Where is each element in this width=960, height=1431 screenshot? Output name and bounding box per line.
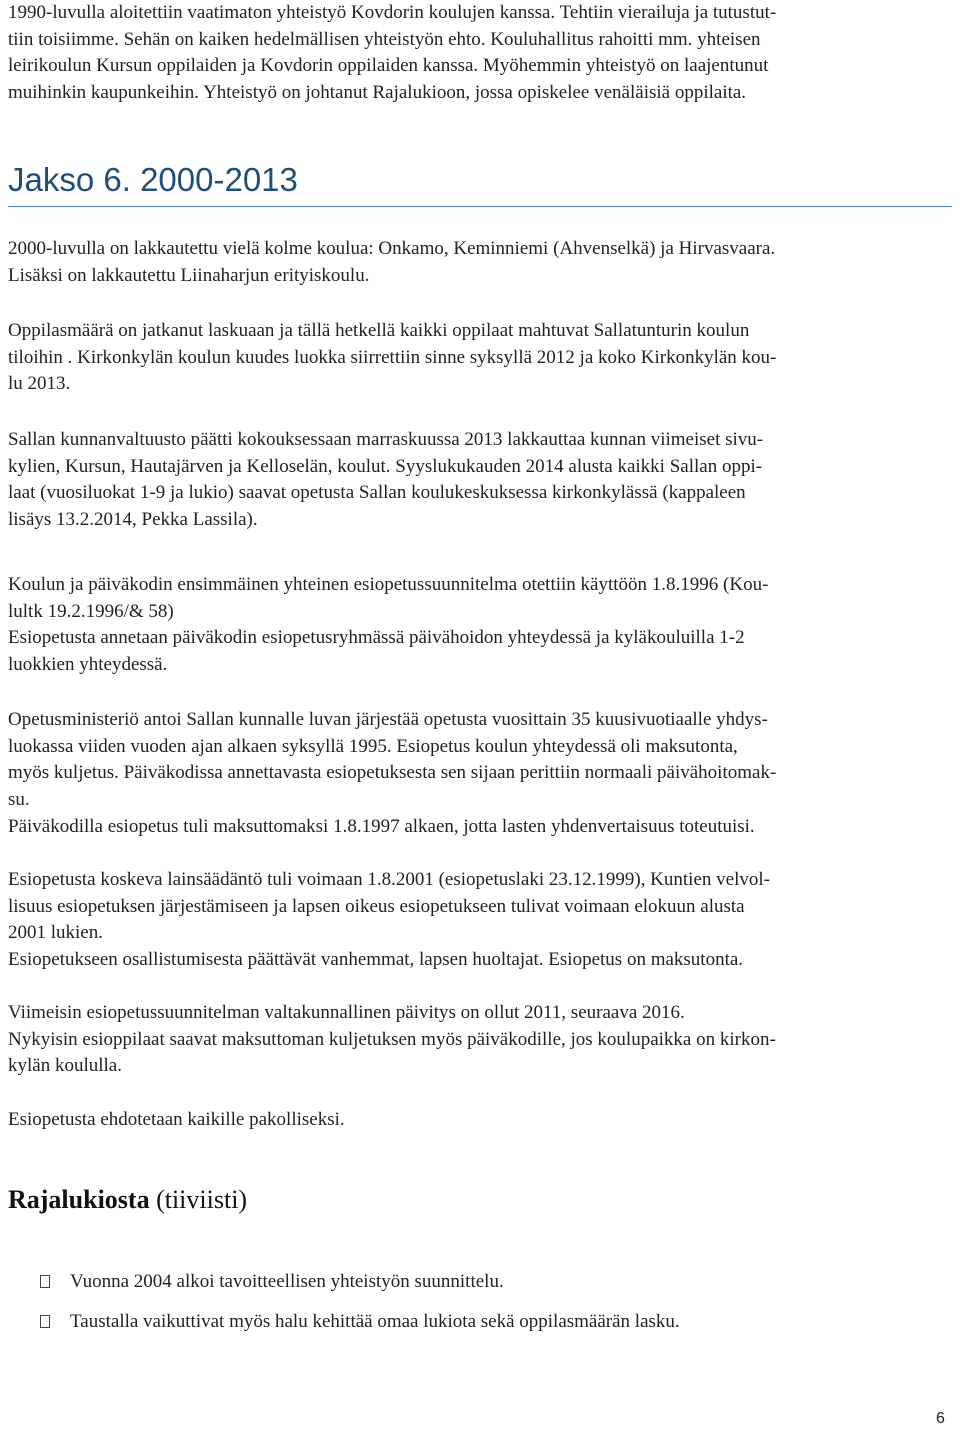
rajalukio-heading-bold: Rajalukiosta — [8, 1185, 150, 1214]
list-item — [44, 1269, 504, 1295]
text-line: Oppilasmäärä on jatkanut laskuaan ja tällä hetkellä kaikki oppilaat mahtuvat Sallatunturin koulun — [8, 320, 750, 341]
bullet-box-icon — [40, 1315, 50, 1328]
text-line: Viimeisin esiopetussuunnitelman valtakunnallinen päivitys on ollut 2011, seuraava 2016. — [8, 1002, 685, 1023]
intro-paragraph — [8, 0, 952, 107]
text-line: laat (vuosiluokat 1-9 ja lukio) saavat opetusta Sallan koulukeskuksessa kirkonkylässä (kappaleen — [8, 482, 746, 504]
page-number: 6 — [936, 1410, 945, 1427]
text-line: lu 2013. — [8, 373, 71, 395]
text-line: Päiväkodilla esiopetus tuli maksuttomaksi 1.8.1997 alkaen, jotta lasten yhdenvertaisuus toteutuisi. — [8, 815, 755, 837]
paragraph-ministry-permit — [8, 707, 952, 841]
list-item-text: Taustalla vaikuttivat myös halu kehittää omaa lukiota sekä oppilasmäärän lasku. — [70, 1311, 680, 1332]
text-line: Sallan kunnanvaltuusto päätti kokouksessaan marraskuussa 2013 lakkauttaa kunnan viimeiset sivu- — [8, 429, 764, 450]
text-line: Lisäksi on lakkautettu Liinaharjun erityiskoulu. — [8, 264, 370, 286]
text-line: lisäys 13.2.2014, Pekka Lassila). — [8, 509, 258, 531]
text-line: Esiopetusta koskeva lainsäädäntö tuli voimaan 1.8.2001 (esiopetuslaki 23.12.1999), Kuntien velvol- — [8, 869, 770, 890]
text-line: kylän koululla. — [8, 1055, 122, 1077]
text-line: luokkien yhteydessä. — [8, 654, 168, 676]
text-line: 1990-luvulla aloitettiin vaatimaton yhteistyö Kovdorin koulujen kanssa. Tehtiin vierailuja ja tutustut- — [8, 2, 777, 23]
list-item — [44, 1309, 680, 1335]
text-line: tiloihin . Kirkonkylän koulun kuudes luokka siirrettiin sinne syksyllä 2012 ja koko Kirkonkylän kou- — [8, 346, 777, 368]
list-item-text: Vuonna 2004 alkoi tavoitteellisen yhteistyön suunnittelu. — [70, 1271, 504, 1292]
text-line: luokassa viiden vuoden ajan alkaen syksyllä 1995. Esiopetus koulun yhteydessä oli maksutonta, — [8, 735, 738, 757]
text-line: su. — [8, 789, 30, 811]
text-line: Esiopetusta annetaan päiväkodin esiopetusryhmässä päivähoidon yhteydessä ja kyläkouluilla 1-2 — [8, 627, 745, 649]
paragraph-council-decision — [8, 427, 952, 534]
paragraph-closed-schools — [8, 236, 952, 289]
text-line: myös kuljetus. Päiväkodissa annettavasta esiopetuksesta sen sijaan perittiin normaali päivähoitomak- — [8, 762, 777, 784]
bullet-box-icon — [40, 1275, 50, 1288]
text-line: Koulun ja päiväkodin ensimmäinen yhteinen esiopetussuunnitelma otettiin käyttöön 1.8.1996 (Kou- — [8, 574, 769, 595]
text-line: lisuus esiopetuksen järjestämiseen ja lapsen oikeus esiopetukseen tulivat voimaan elokuun alusta — [8, 895, 745, 917]
paragraph-legislation — [8, 867, 952, 974]
rajalukio-heading — [8, 1184, 247, 1216]
paragraph-pupil-count — [8, 318, 952, 398]
text-line: kylien, Kursun, Hautajärven ja Kelloselän, koulut. Syyslukukauden 2014 alusta kaikki Sallan oppi- — [8, 455, 763, 477]
text-line: 2000-luvulla on lakkautettu vielä kolme koulua: Onkamo, Keminniemi (Ahvenselkä) ja Hirvasvaara. — [8, 238, 776, 259]
rajalukio-heading-rest: (tiiviisti) — [149, 1185, 248, 1214]
text-line: muihinkin kaupunkeihin. Yhteistyö on johtanut Rajalukioon, jossa opiskelee venäläisiä oppilaita. — [8, 82, 747, 104]
paragraph-curriculum-update — [8, 1000, 952, 1080]
text-line: Esiopetusta ehdotetaan kaikille pakolliseksi. — [8, 1109, 345, 1130]
text-line: leirikoulun Kursun oppilaiden ja Kovdorin oppilaiden kanssa. Myöhemmin yhteistyö on laajentunut — [8, 55, 769, 77]
section-heading: Jakso 6. 2000-2013 — [8, 160, 952, 207]
text-line: 2001 lukien. — [8, 922, 103, 944]
text-line: Opetusministeriö antoi Sallan kunnalle luvan järjestää opetusta vuosittain 35 kuusivuotiaalle yhdys- — [8, 709, 768, 730]
text-line: lultk 19.2.1996/& 58) — [8, 600, 174, 622]
text-line: tiin toisiimme. Sehän on kaiken hedelmällisen yhteistyön ehto. Kouluhallitus rahoitti mm. yhteisen — [8, 28, 761, 50]
text-line: Nykyisin esioppilaat saavat maksuttoman kuljetuksen myös päiväkodille, jos koulupaikka on kirkon- — [8, 1028, 776, 1050]
text-line: Esiopetukseen osallistumisesta päättävät vanhemmat, lapsen huoltajat. Esiopetus on maksutonta. — [8, 949, 744, 971]
paragraph-mandatory-proposal — [8, 1107, 952, 1134]
paragraph-preschool-plan — [8, 572, 952, 679]
